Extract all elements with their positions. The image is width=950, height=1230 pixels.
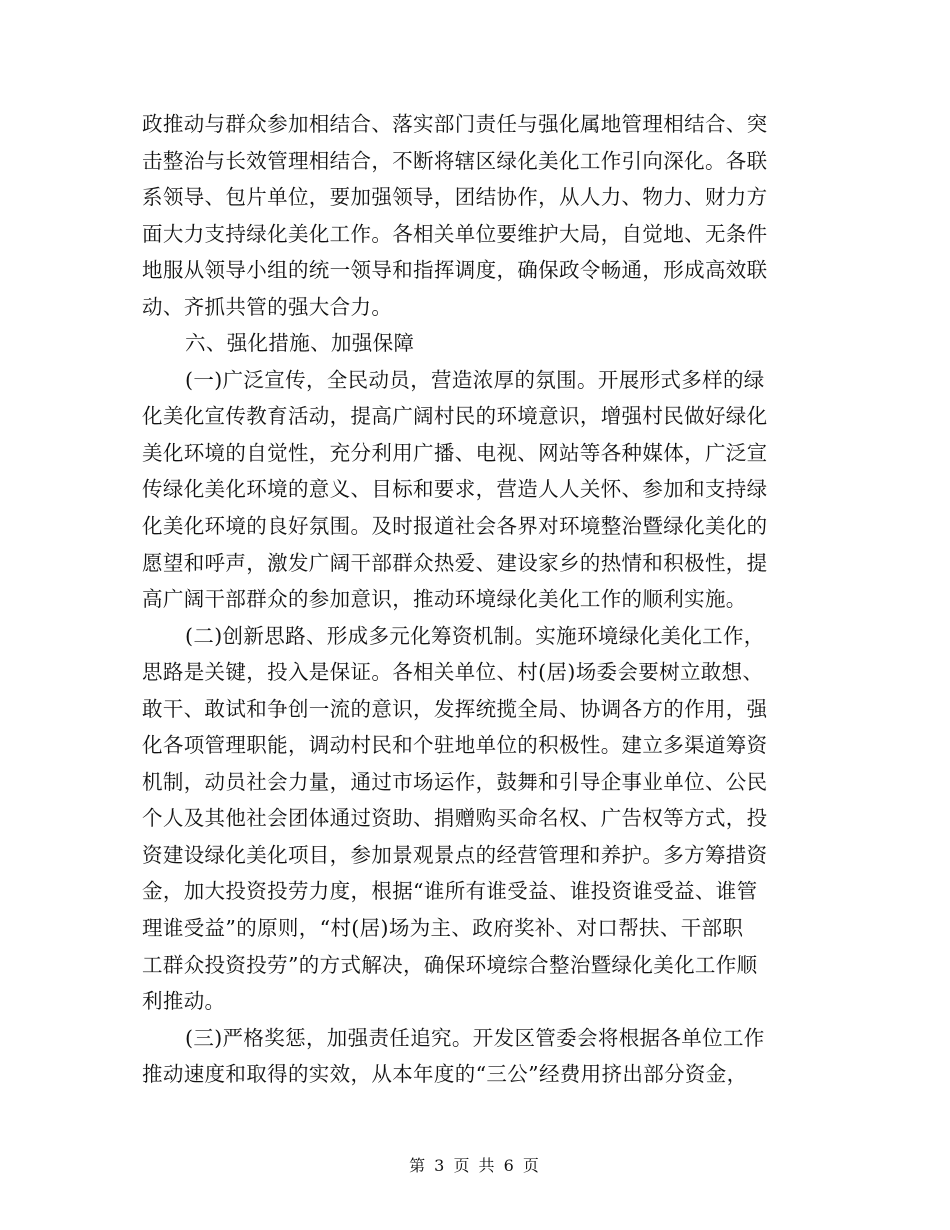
text-line: 化美化宣传教育活动，提高广阔村民的环境意识，增强村民做好绿化: [142, 404, 768, 429]
text-line: 金，加大投资投劳力度，根据“谁所有谁受益、谁投资谁受益、谁管: [142, 879, 758, 904]
text-line: 利推动。: [142, 989, 226, 1014]
document-body: [142, 106, 806, 1093]
text-line: 推动速度和取得的实效，从本年度的“三公”经费用挤出部分资金，: [142, 1062, 748, 1087]
text-line: 地服从领导小组的统一领导和指挥调度，确保政令畅通，形成高效联: [142, 258, 768, 283]
text-line: 化美化环境的良好氛围。及时报道社会各界对环境整治暨绿化美化的: [142, 514, 768, 539]
text-line: 工群众投资投劳”的方式解决，确保环境综合整治暨绿化美化工作顺: [142, 952, 758, 977]
text-line: 传绿化美化环境的意义、目标和要求，营造人人关怀、参加和支持绿: [142, 477, 768, 502]
text-line: 机制，动员社会力量，通过市场运作，鼓舞和引导企事业单位、公民: [142, 769, 768, 794]
text-line: 理谁受益”的原则，“村(居)场为主、政府奖补、对口帮扶、干部职: [142, 916, 744, 941]
text-line: 政推动与群众参加相结合、落实部门责任与强化属地管理相结合、突: [142, 112, 768, 136]
text-line: 系领导、包片单位，要加强领导，团结协作，从人力、物力、财力方: [142, 185, 768, 210]
text-line: 愿望和呼声，激发广阔干部群众热爱、建设家乡的热情和积极性，提: [142, 550, 768, 575]
text-line: 美化环境的自觉性，充分利用广播、电视、网站等各种媒体，广泛宣: [142, 440, 768, 465]
page-number-footer: 第 3 页 共 6 页: [409, 1156, 541, 1175]
text-line: 敢干、敢试和争创一流的意识，发挥统揽全局、协调各方的作用，强: [142, 696, 768, 721]
text-line: 动、齐抓共管的强大合力。: [142, 294, 393, 319]
text-line: (一)广泛宣传，全民动员，营造浓厚的氛围。开展形式多样的绿: [185, 367, 765, 392]
text-line: 资建设绿化美化项目，参加景观景点的经营管理和养护。多方筹措资: [142, 842, 768, 867]
text-line: 思路是关键，投入是保证。各相关单位、村(居)场委会要树立敢想、: [142, 660, 764, 685]
text-line: 个人及其他社会团体通过资助、捐赠购买命名权、广告权等方式，投: [142, 806, 768, 831]
text-line: (三)严格奖惩，加强责任追究。开发区管委会将根据各单位工作: [185, 1025, 765, 1050]
text-line: 化各项管理职能，调动村民和个驻地单位的积极性。建立多渠道筹资: [142, 733, 768, 758]
section-heading: 六、强化措施、加强保障: [185, 331, 415, 356]
text-line: (二)创新思路、形成多元化筹资机制。实施环境绿化美化工作，: [185, 623, 765, 648]
text-line: 击整治与长效管理相结合，不断将辖区绿化美化工作引向深化。各联: [142, 148, 768, 173]
text-line: 高广阔干部群众的参加意识，推动环境绿化美化工作的顺利实施。: [142, 587, 747, 612]
text-line: 面大力支持绿化美化工作。各相关单位要维护大局，自觉地、无条件: [142, 221, 768, 246]
